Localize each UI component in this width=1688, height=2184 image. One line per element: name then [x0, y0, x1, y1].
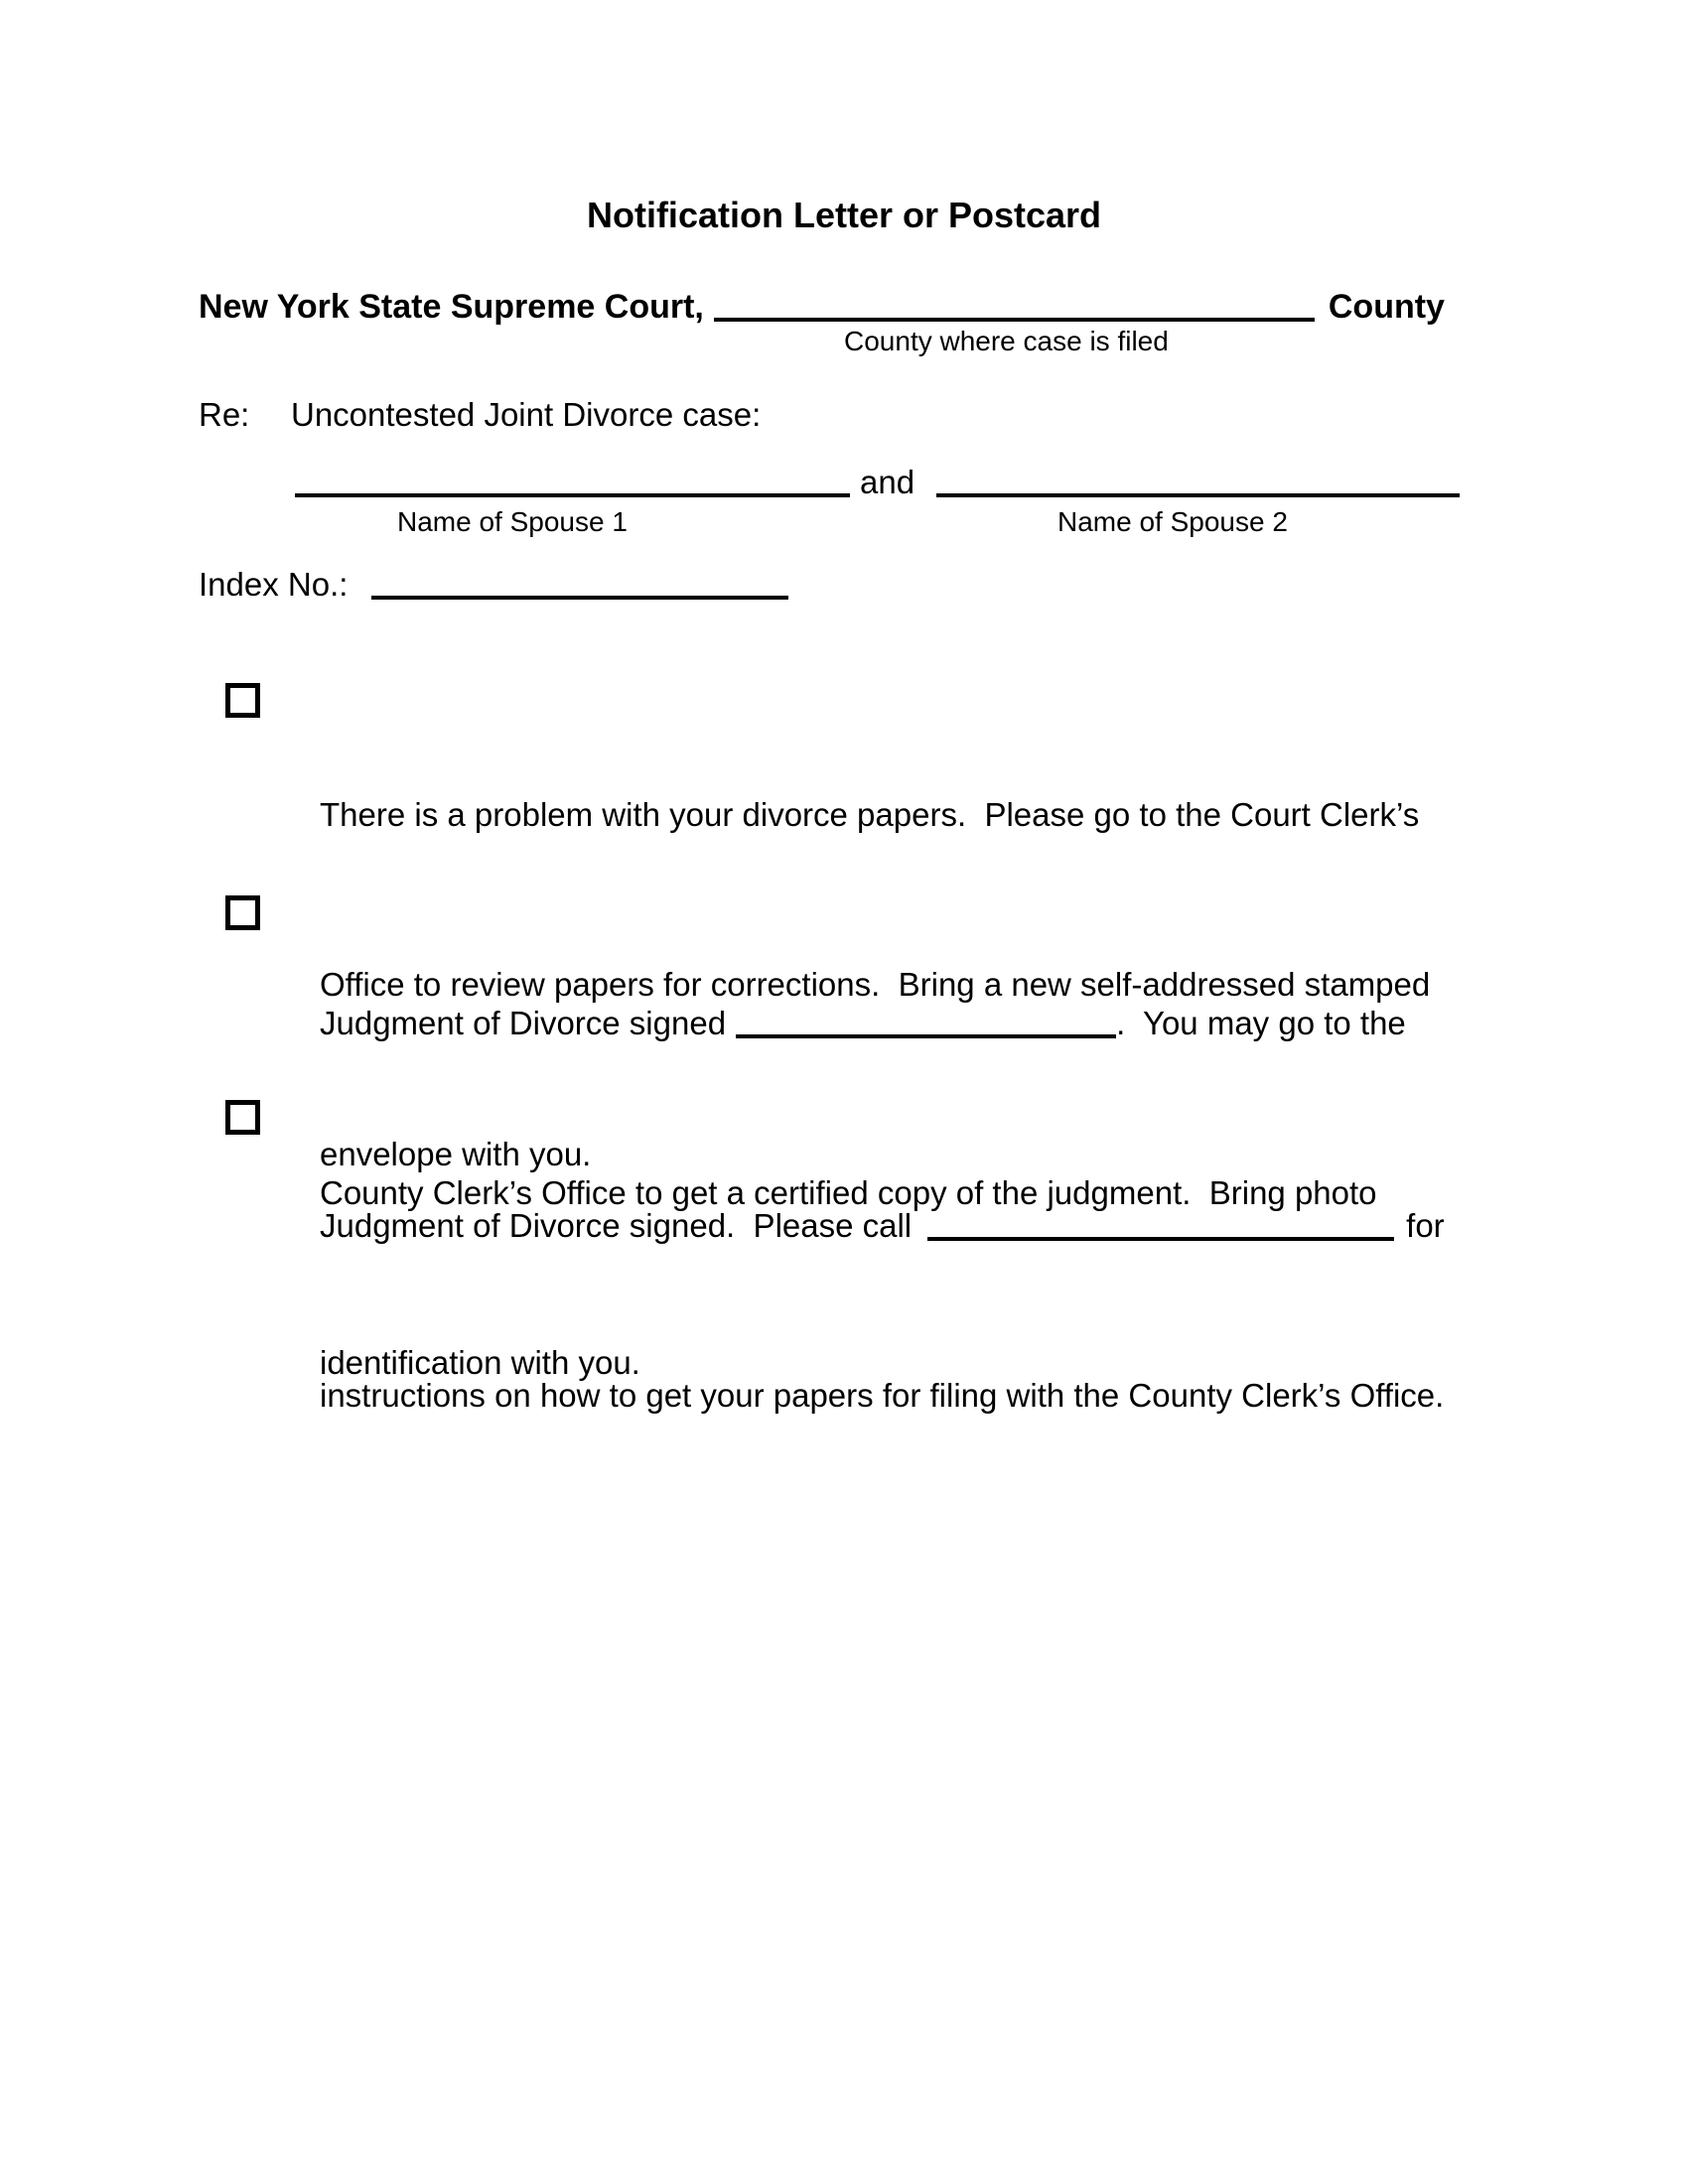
option-line-text: for	[1406, 1207, 1445, 1244]
county-blank-field[interactable]	[714, 308, 1315, 322]
option-line: Office to review papers for corrections. Bring a new self-addressed stamped	[320, 966, 1431, 1003]
option-line-text: . You may go to the	[1116, 1005, 1406, 1041]
phone-number-field[interactable]	[927, 1227, 1394, 1241]
option-line: County Clerk’s Office to get a certified copy of the judgment. Bring photo	[320, 1174, 1377, 1211]
option-line: identification with you.	[320, 1344, 640, 1381]
court-header-line	[199, 290, 1445, 324]
county-hint-label: County where case is filed	[844, 326, 1169, 356]
index-no-line	[199, 568, 788, 601]
spouse2-name-field[interactable]	[936, 483, 1460, 497]
option-line-text: Judgment of Divorce signed. Please call	[320, 1207, 913, 1244]
spouse1-name-field[interactable]	[295, 483, 850, 497]
re-text: Uncontested Joint Divorce case:	[291, 396, 762, 433]
judgment-date-field[interactable]	[736, 1024, 1116, 1038]
spouse1-hint-label: Name of Spouse 1	[397, 506, 628, 537]
spouse2-hint-label: Name of Spouse 2	[1057, 506, 1288, 537]
option-line: There is a problem with your divorce papers. Please go to the Court Clerk’s	[320, 796, 1420, 833]
court-label: New York State Supreme Court,	[199, 288, 704, 326]
index-no-label: Index No.:	[199, 566, 349, 603]
checkbox-problem-with-papers[interactable]	[225, 683, 260, 718]
option-line-text: Judgment of Divorce signed	[320, 1005, 727, 1041]
checkbox-judgment-signed-call[interactable]	[225, 1100, 260, 1135]
option-line: instructions on how to get your papers for filing with the County Clerk’s Office.	[320, 1377, 1445, 1414]
re-label: Re:	[199, 396, 250, 433]
option-judgment-signed-call	[320, 1084, 1445, 1537]
and-label: and	[860, 464, 915, 500]
option-line	[320, 1197, 1445, 1254]
option-line: envelope with you.	[320, 1136, 592, 1172]
checkbox-judgment-signed-pickup[interactable]	[225, 895, 260, 930]
document-title: Notification Letter or Postcard	[586, 195, 1102, 235]
re-line	[199, 398, 761, 431]
county-label: County	[1328, 288, 1445, 326]
index-no-field[interactable]	[371, 586, 788, 600]
spouse-names-line	[295, 463, 1460, 502]
option-line	[320, 995, 1406, 1051]
